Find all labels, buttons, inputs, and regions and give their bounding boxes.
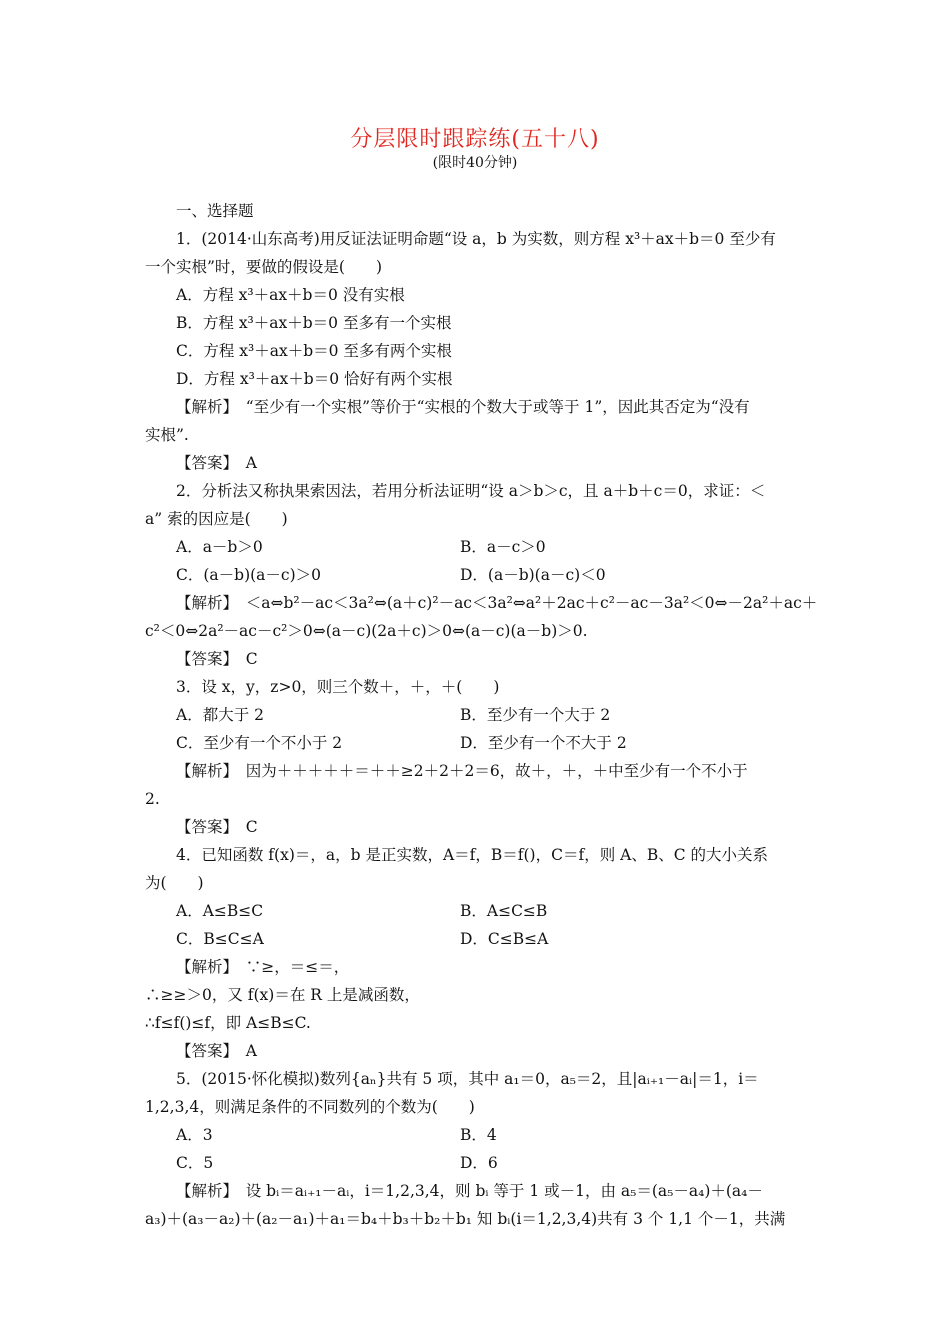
question-2-option-a: A．a－b＞0 [176, 538, 263, 556]
question-4-analysis-step-2: ∴≥≥＞0，又 f(x)＝在 R 上是减函数， [145, 986, 420, 1004]
question-4-option-a: A．A≤B≤C [176, 902, 264, 920]
question-5-option-d: D．6 [460, 1154, 498, 1172]
question-1-option-a: A．方程 x³＋ax＋b＝0 没有实根 [176, 286, 405, 304]
question-2-text-cont: a” 索的因应是( ) [145, 510, 288, 528]
question-3-option-a: A．都大于 2 [176, 706, 264, 724]
question-4-text-cont: 为( ) [145, 874, 204, 892]
section-heading: 一、选择题 [176, 202, 254, 220]
question-1-text: 1．(2014·山东高考)用反证法证明命题“设 a，b 为实数，则方程 x³＋ax＋b＝0 至少有 [176, 230, 776, 248]
question-3-option-c: C．至少有一个不小于 2 [176, 734, 343, 752]
question-4-option-d: D．C≤B≤A [460, 930, 549, 948]
question-3-answer: 【答案】 C [176, 818, 258, 836]
question-4-analysis-step-3: ∴f≤f()≤f，即 A≤B≤C. [145, 1014, 311, 1032]
question-1-option-b: B．方程 x³＋ax＋b＝0 至多有一个实根 [176, 314, 452, 332]
question-1-option-d: D．方程 x³＋ax＋b＝0 恰好有两个实根 [176, 370, 453, 388]
question-2-option-c: C．(a－b)(a－c)＞0 [176, 566, 321, 584]
question-4-text: 4．已知函数 f(x)＝，a，b 是正实数，A＝f，B＝f()，C＝f，则 A、B、C 的大小关系 [176, 846, 768, 864]
question-5-option-a: A．3 [176, 1126, 213, 1144]
question-3-option-b: B．至少有一个大于 2 [460, 706, 611, 724]
question-2-answer: 【答案】 C [176, 650, 258, 668]
page-title: 分层限时跟踪练(五十八) [350, 127, 600, 152]
question-1-text-cont: 一个实根”时，要做的假设是( ) [145, 258, 383, 276]
question-3-option-d: D．至少有一个不大于 2 [460, 734, 627, 752]
question-2-text: 2．分析法又称执果索因法，若用分析法证明“设 a＞b＞c，且 a＋b＋c＝0，求证：＜ [176, 482, 766, 500]
question-2-analysis-cont: c²＜0⇔2a²－ac－c²＞0⇔(a－c)(2a＋c)＞0⇔(a－c)(a－b)＞0. [145, 622, 588, 640]
question-5-analysis-cont: a₃)＋(a₃－a₂)＋(a₂－a₁)＋a₁＝b₄＋b₃＋b₂＋b₁ 知 bᵢ(i＝1,2,3,4)共有 3 个 1,1 个－1，共满 [145, 1210, 786, 1228]
question-4-answer: 【答案】 A [176, 1042, 257, 1060]
question-2-analysis: 【解析】 ＜a⇔b²－ac＜3a²⇔(a＋c)²－ac＜3a²⇔a²＋2ac＋c²－ac－3a²＜0⇔－2a²＋ac＋ [176, 594, 818, 612]
question-2-option-b: B．a－c＞0 [460, 538, 546, 556]
question-3-text: 3．设 x，y，z>0，则三个数＋，＋，＋( ) [176, 678, 500, 696]
question-5-text: 5．(2015·怀化模拟)数列{aₙ}共有 5 项，其中 a₁＝0，a₅＝2，且|aᵢ₊₁－aᵢ|＝1，i＝ [176, 1070, 759, 1088]
page-subtitle: (限时40分钟) [432, 155, 518, 171]
question-4-option-b: B．A≤C≤B [460, 902, 548, 920]
question-3-analysis: 【解析】 因为＋＋＋＋＋＝＋＋≥2＋2＋2＝6，故＋，＋，＋中至少有一个不小于 [176, 762, 748, 780]
question-4-analysis: 【解析】 ∵≥，＝≤＝， [176, 958, 350, 976]
question-1-analysis: 【解析】 “至少有一个实根”等价于“实根的个数大于或等于 1”，因此其否定为“没有 [176, 398, 750, 416]
question-5-option-c: C．5 [176, 1154, 214, 1172]
question-2-option-d: D．(a－b)(a－c)＜0 [460, 566, 606, 584]
question-1-answer: 【答案】 A [176, 454, 257, 472]
question-4-option-c: C．B≤C≤A [176, 930, 264, 948]
question-3-analysis-cont: 2. [145, 790, 160, 808]
question-5-text-cont: 1,2,3,4，则满足条件的不同数列的个数为( ) [145, 1098, 475, 1116]
question-5-option-b: B．4 [460, 1126, 497, 1144]
question-1-analysis-cont: 实根”. [145, 426, 189, 444]
question-5-analysis: 【解析】 设 bᵢ＝aᵢ₊₁－aᵢ，i＝1,2,3,4，则 bᵢ 等于 1 或－1，由 a₅＝(a₅－a₄)＋(a₄－ [176, 1182, 763, 1200]
question-1-option-c: C．方程 x³＋ax＋b＝0 至多有两个实根 [176, 342, 452, 360]
